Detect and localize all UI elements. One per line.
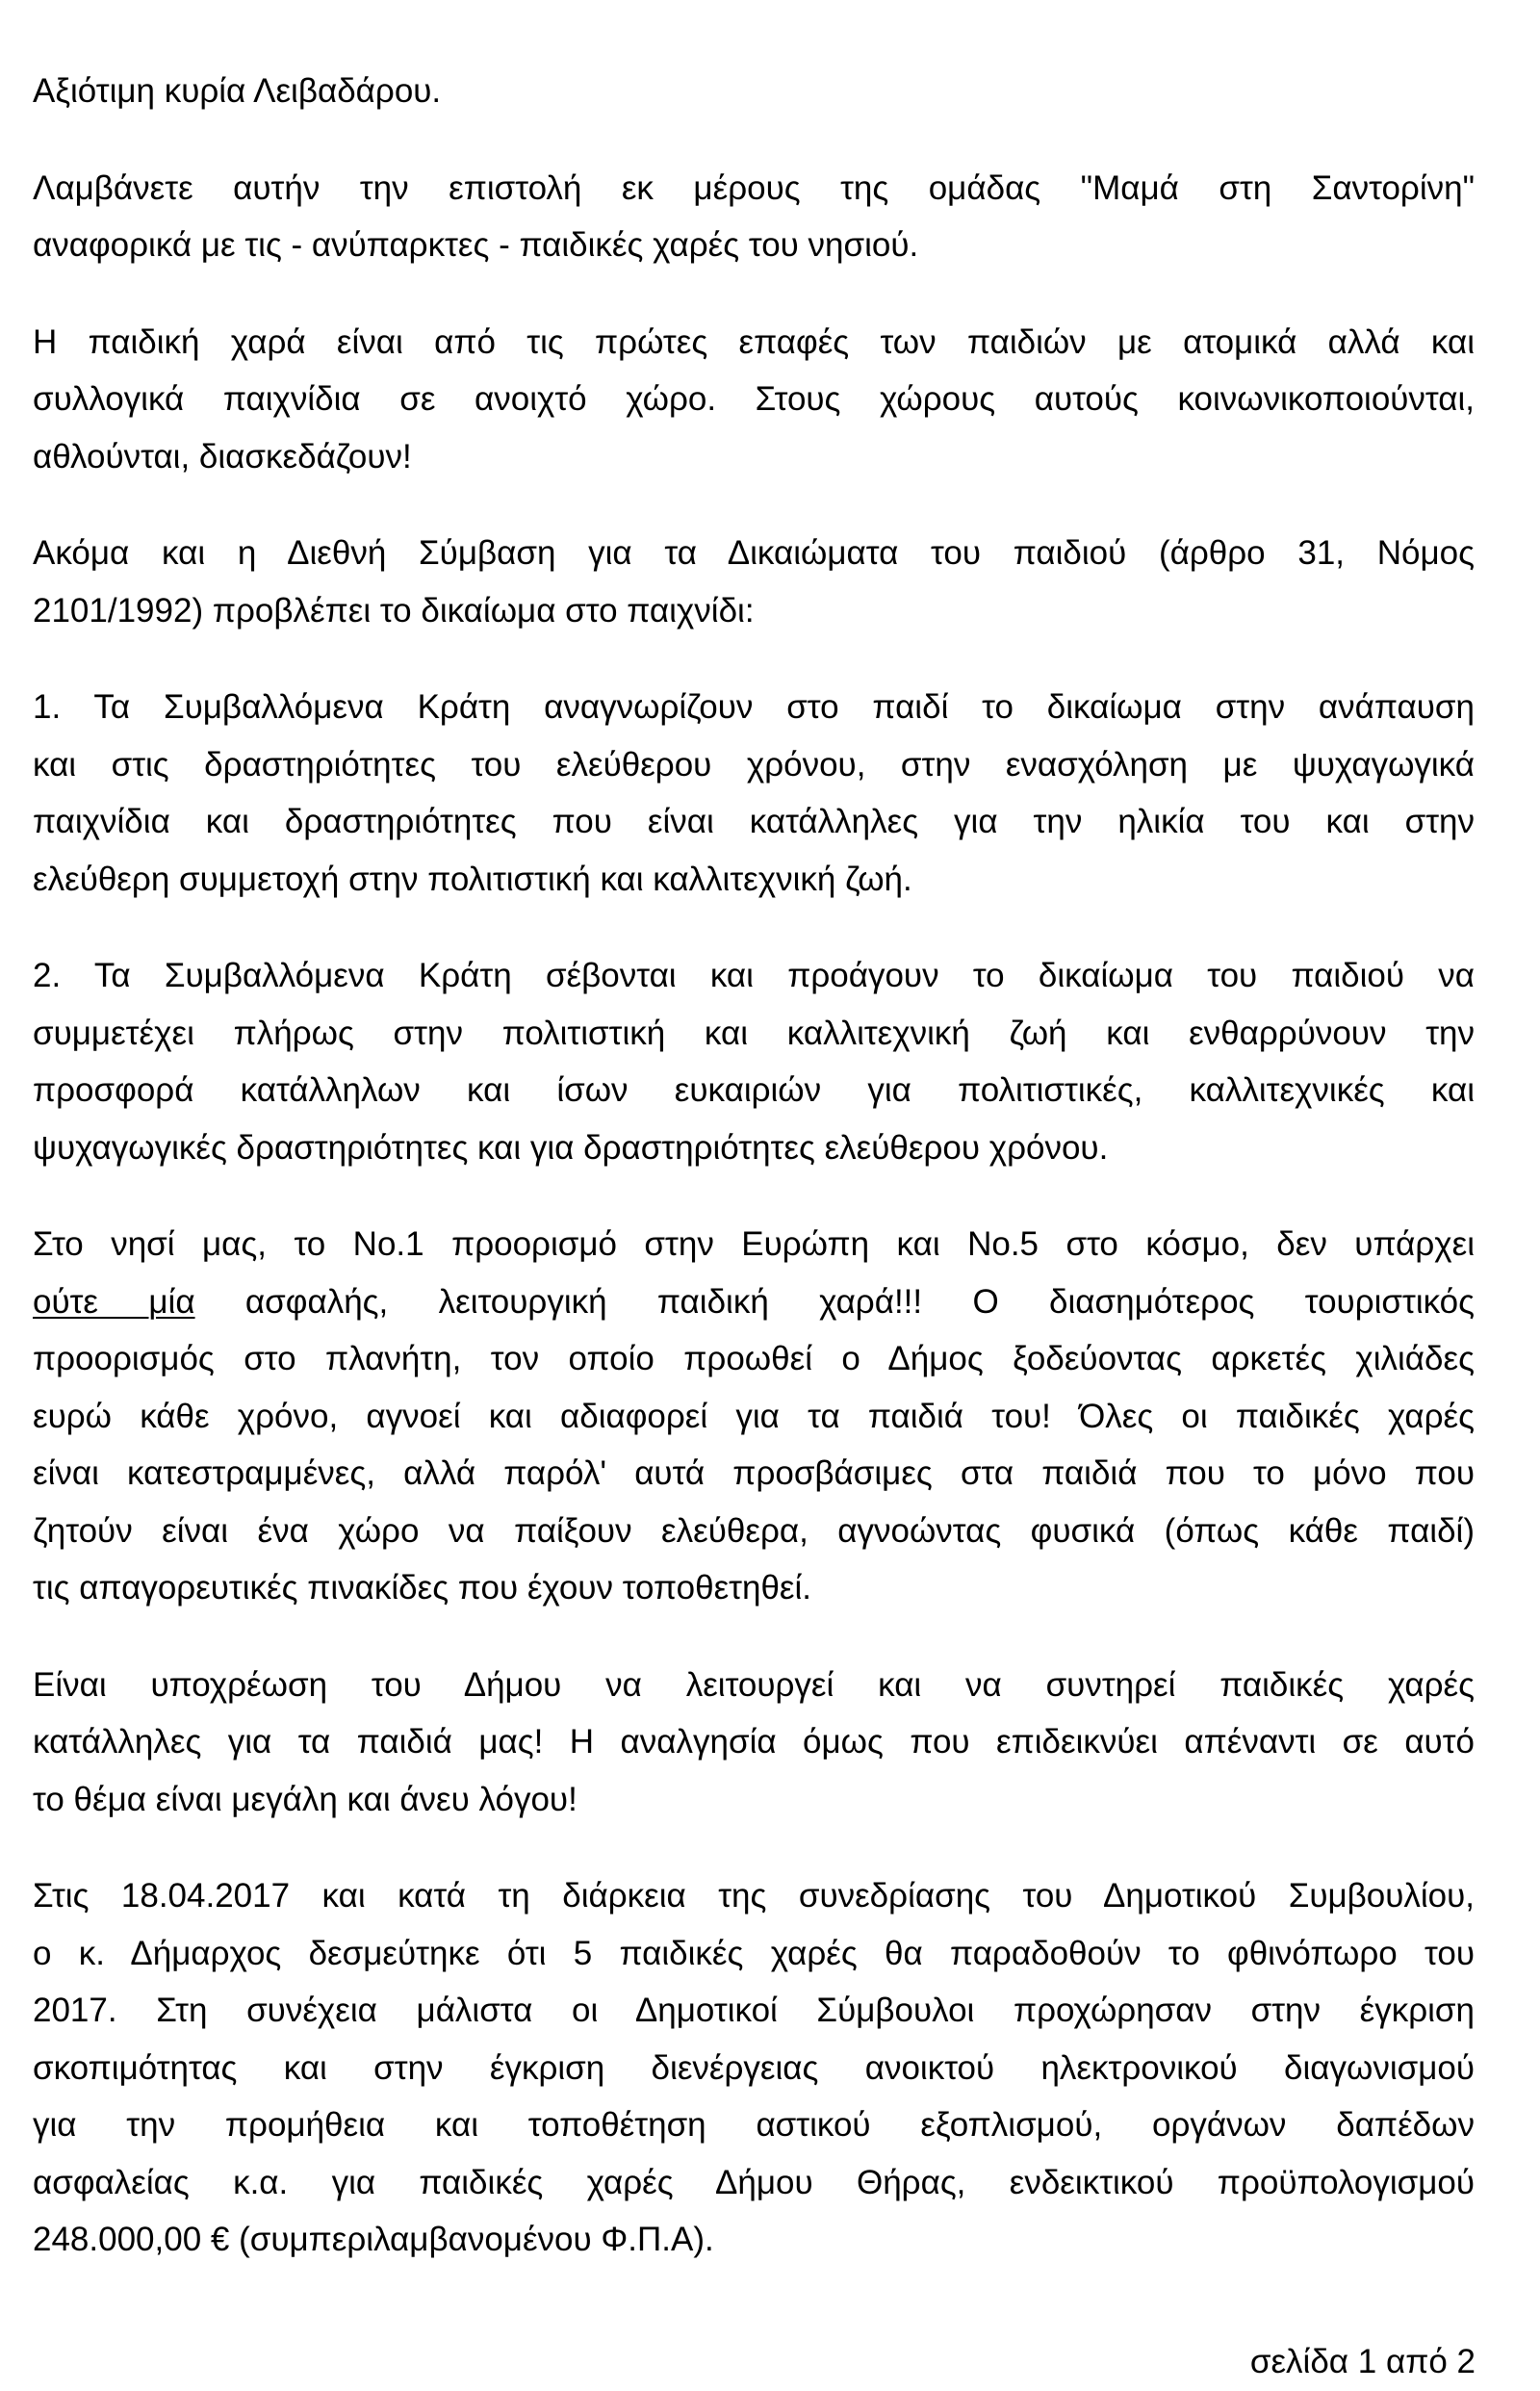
text-line: το θέμα είναι μεγάλη και άνευ λόγου!	[33, 1780, 578, 1818]
text-line: 248.000,00 € (συμπεριλαμβανομένου Φ.Π.Α).	[33, 2221, 714, 2258]
letter-body	[33, 63, 1475, 2308]
text-line: κατάλληλες για τα παιδιά μας! Η αναλγησία όμως που επιδεικνύει απέναντι σε αυτό	[33, 1723, 1475, 1761]
text-line: 2. Τα Συμβαλλόμενα Κράτη σέβονται και προάγουν το δικαίωμα του παιδιού να	[33, 957, 1475, 994]
text-line: ελεύθερη συμμετοχή στην πολιτιστική και καλλιτεχνική ζωή.	[33, 860, 912, 898]
article-item-2	[33, 947, 1475, 1176]
text-line: 1. Τα Συμβαλλόμενα Κράτη αναγνωρίζουν στο παιδί το δικαίωμα στην ανάπαυση	[33, 688, 1475, 726]
page-number: σελίδα 1 από 2	[1249, 2343, 1476, 2380]
text-line: ευρώ κάθε χρόνο, αγνοεί και αδιαφορεί για τα παιδιά του! Όλες οι παιδικές χαρές	[33, 1397, 1475, 1435]
text-line: για την προμήθεια και τοποθέτηση αστικού εξοπλισμού, οργάνων δαπέδων	[33, 2106, 1475, 2144]
text-line: 2101/1992) προβλέπει το δικαίωμα στο παιχνίδι:	[33, 591, 755, 630]
text-line: και στις δραστηριότητες του ελεύθερου χρόνου, στην ενασχόληση με ψυχαγωγικά	[33, 745, 1475, 784]
text-line: Στο νησί μας, το Νο.1 προορισμό στην Ευρώπη και Νο.5 στο κόσμο, δεν υπάρχει	[33, 1225, 1475, 1263]
text-line: συμμετέχει πλήρως στην πολιτιστική και καλλιτεχνική ζωή και ενθαρρύνουν την	[33, 1014, 1475, 1052]
paragraph-council-decision	[33, 1867, 1475, 2269]
text-line: Λαμβάνετε αυτήν την επιστολή εκ μέρους της ομάδας "Μαμά στη Σαντορίνη"	[33, 168, 1475, 207]
paragraph-playground-importance	[33, 314, 1475, 486]
text-line-rest: ασφαλής, λειτουργική παιδική χαρά!!! Ο διασημότερος τουριστικός	[244, 1282, 1475, 1321]
text-line: Η παιδική χαρά είναι από τις πρώτες επαφές των παιδιών με ατομικά αλλά και	[33, 322, 1475, 361]
text-line	[33, 1273, 1475, 1331]
salutation	[33, 63, 1475, 120]
text-line: ψυχαγωγικές δραστηριότητες και για δραστηριότητες ελεύθερου χρόνου.	[33, 1128, 1109, 1167]
text-line: ασφαλείας κ.α. για παιδικές χαρές Δήμου Θήρας, ενδεικτικού προϋπολογισμού	[33, 2163, 1475, 2201]
underlined-emphasis: ούτε μία	[33, 1282, 195, 1321]
text-line: προσφορά κατάλληλων και ίσων ευκαιριών για πολιτιστικές, καλλιτεχνικές και	[33, 1071, 1475, 1109]
text-line: προορισμός στο πλανήτη, τον οποίο προωθεί ο Δήμος ξοδεύοντας αρκετές χιλιάδες	[33, 1340, 1475, 1377]
text-line: 2017. Στη συνέχεια μάλιστα οι Δημοτικοί Σύμβουλοι προχώρησαν στην έγκριση	[33, 1992, 1475, 2029]
salutation-line: Αξιότιμη κυρία Λειβαδάρου.	[33, 72, 442, 110]
paragraph-convention	[33, 525, 1475, 639]
text-line: αθλούνται, διασκεδάζουν!	[33, 437, 412, 476]
text-line: ζητούν είναι ένα χώρο να παίξουν ελεύθερα, αγνοώντας φυσικά (όπως κάθε παιδί)	[33, 1511, 1475, 1550]
text-line: Στις 18.04.2017 και κατά τη διάρκεια της συνεδρίασης του Δημοτικού Συμβουλίου,	[33, 1877, 1475, 1915]
article-item-1	[33, 679, 1475, 908]
paragraph-obligation	[33, 1657, 1475, 1829]
text-line: είναι κατεστραμμένες, αλλά παρόλ' αυτά προσβάσιμες στα παιδιά που το μόνο που	[33, 1454, 1475, 1492]
text-line: σκοπιμότητας και στην έγκριση διενέργειας ανοικτού ηλεκτρονικού διαγωνισμού	[33, 2048, 1475, 2087]
text-line: συλλογικά παιχνίδια σε ανοιχτό χώρο. Στους χώρους αυτούς κοινωνικοποιούνται,	[33, 380, 1475, 418]
paragraph-island	[33, 1216, 1475, 1617]
paragraph-intro	[33, 160, 1475, 274]
text-line: Είναι υποχρέωση του Δήμου να λειτουργεί και να συντηρεί παιδικές χαρές	[33, 1665, 1475, 1704]
text-line: Ακόμα και η Διεθνή Σύμβαση για τα Δικαιώματα του παιδιού (άρθρο 31, Νόμος	[33, 534, 1475, 572]
text-line: αναφορικά με τις - ανύπαρκτες - παιδικές χαρές του νησιού.	[33, 226, 919, 264]
text-line: τις απαγορευτικές πινακίδες που έχουν τοποθετηθεί.	[33, 1569, 812, 1607]
text-line: ο κ. Δήμαρχος δεσμεύτηκε ότι 5 παιδικές χαρές θα παραδοθούν το φθινόπωρο του	[33, 1934, 1475, 1972]
text-line: παιχνίδια και δραστηριότητες που είναι κατάλληλες για την ηλικία του και στην	[33, 803, 1475, 840]
